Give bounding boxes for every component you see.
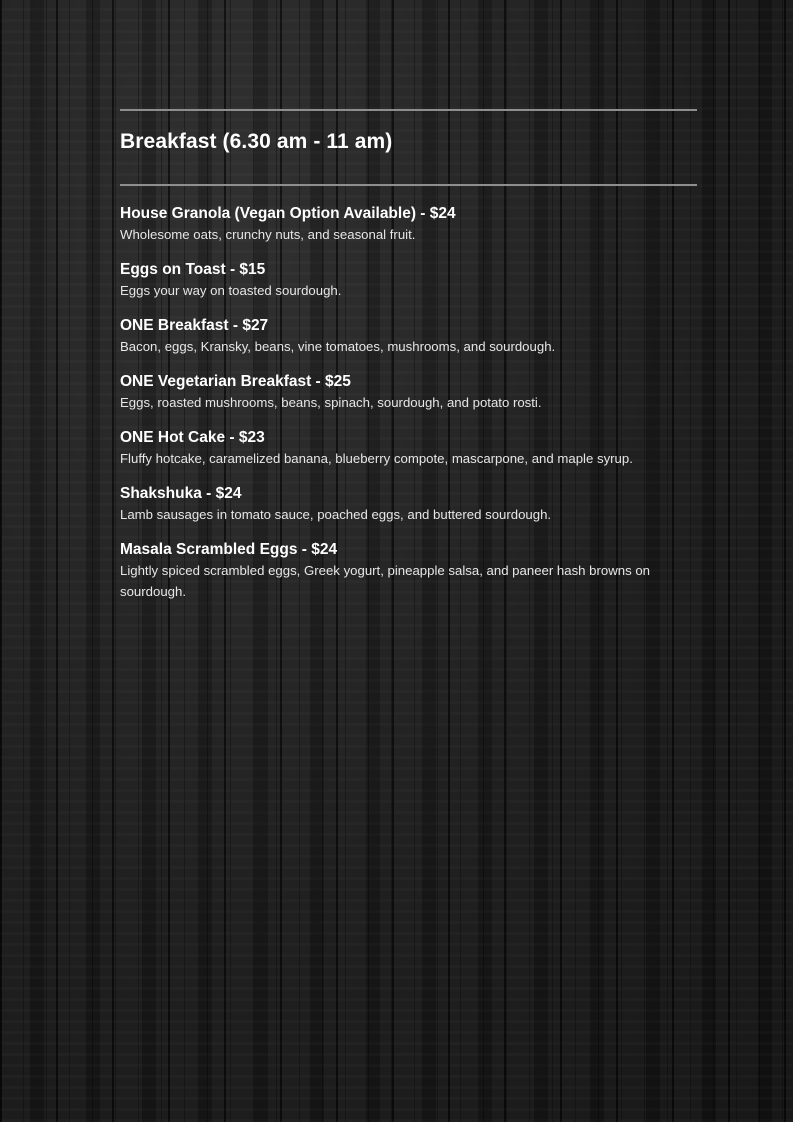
menu-item [120,203,695,245]
section-title: Breakfast (6.30 am - 11 am) [120,130,393,153]
menu-item [120,315,695,357]
menu-item-name: ONE Hot Cake - $23 [120,429,265,446]
menu-item-name: ONE Breakfast - $27 [120,317,269,334]
menu-item [120,371,695,413]
menu-item [120,539,695,602]
menu-item-name: Shakshuka - $24 [120,485,242,502]
menu-item [120,427,695,469]
menu-item-name: ONE Vegetarian Breakfast - $25 [120,373,351,390]
menu-item-description: Fluffy hotcake, caramelized banana, blueberry compote, mascarpone, and maple syrup. [120,451,633,466]
bottom-divider [120,184,697,186]
menu-item-description: Bacon, eggs, Kransky, beans, vine tomatoes, mushrooms, and sourdough. [120,339,556,354]
menu-item-description: Eggs, roasted mushrooms, beans, spinach, sourdough, and potato rosti. [120,395,542,410]
menu-list [120,203,695,616]
menu-item [120,259,695,301]
menu-item-description: Eggs your way on toasted sourdough. [120,283,342,298]
menu-item-description: Lamb sausages in tomato sauce, poached eggs, and buttered sourdough. [120,507,552,522]
menu-item-description: Lightly spiced scrambled eggs, Greek yogurt, pineapple salsa, and paneer hash browns on sourdough. [120,563,651,599]
menu-item [120,483,695,525]
menu-item-name: Eggs on Toast - $15 [120,261,266,278]
top-divider [120,109,697,111]
menu-item-name: House Granola (Vegan Option Available) - $24 [120,205,456,222]
menu-item-name: Masala Scrambled Eggs - $24 [120,541,338,558]
menu-item-description: Wholesome oats, crunchy nuts, and seasonal fruit. [120,227,416,242]
